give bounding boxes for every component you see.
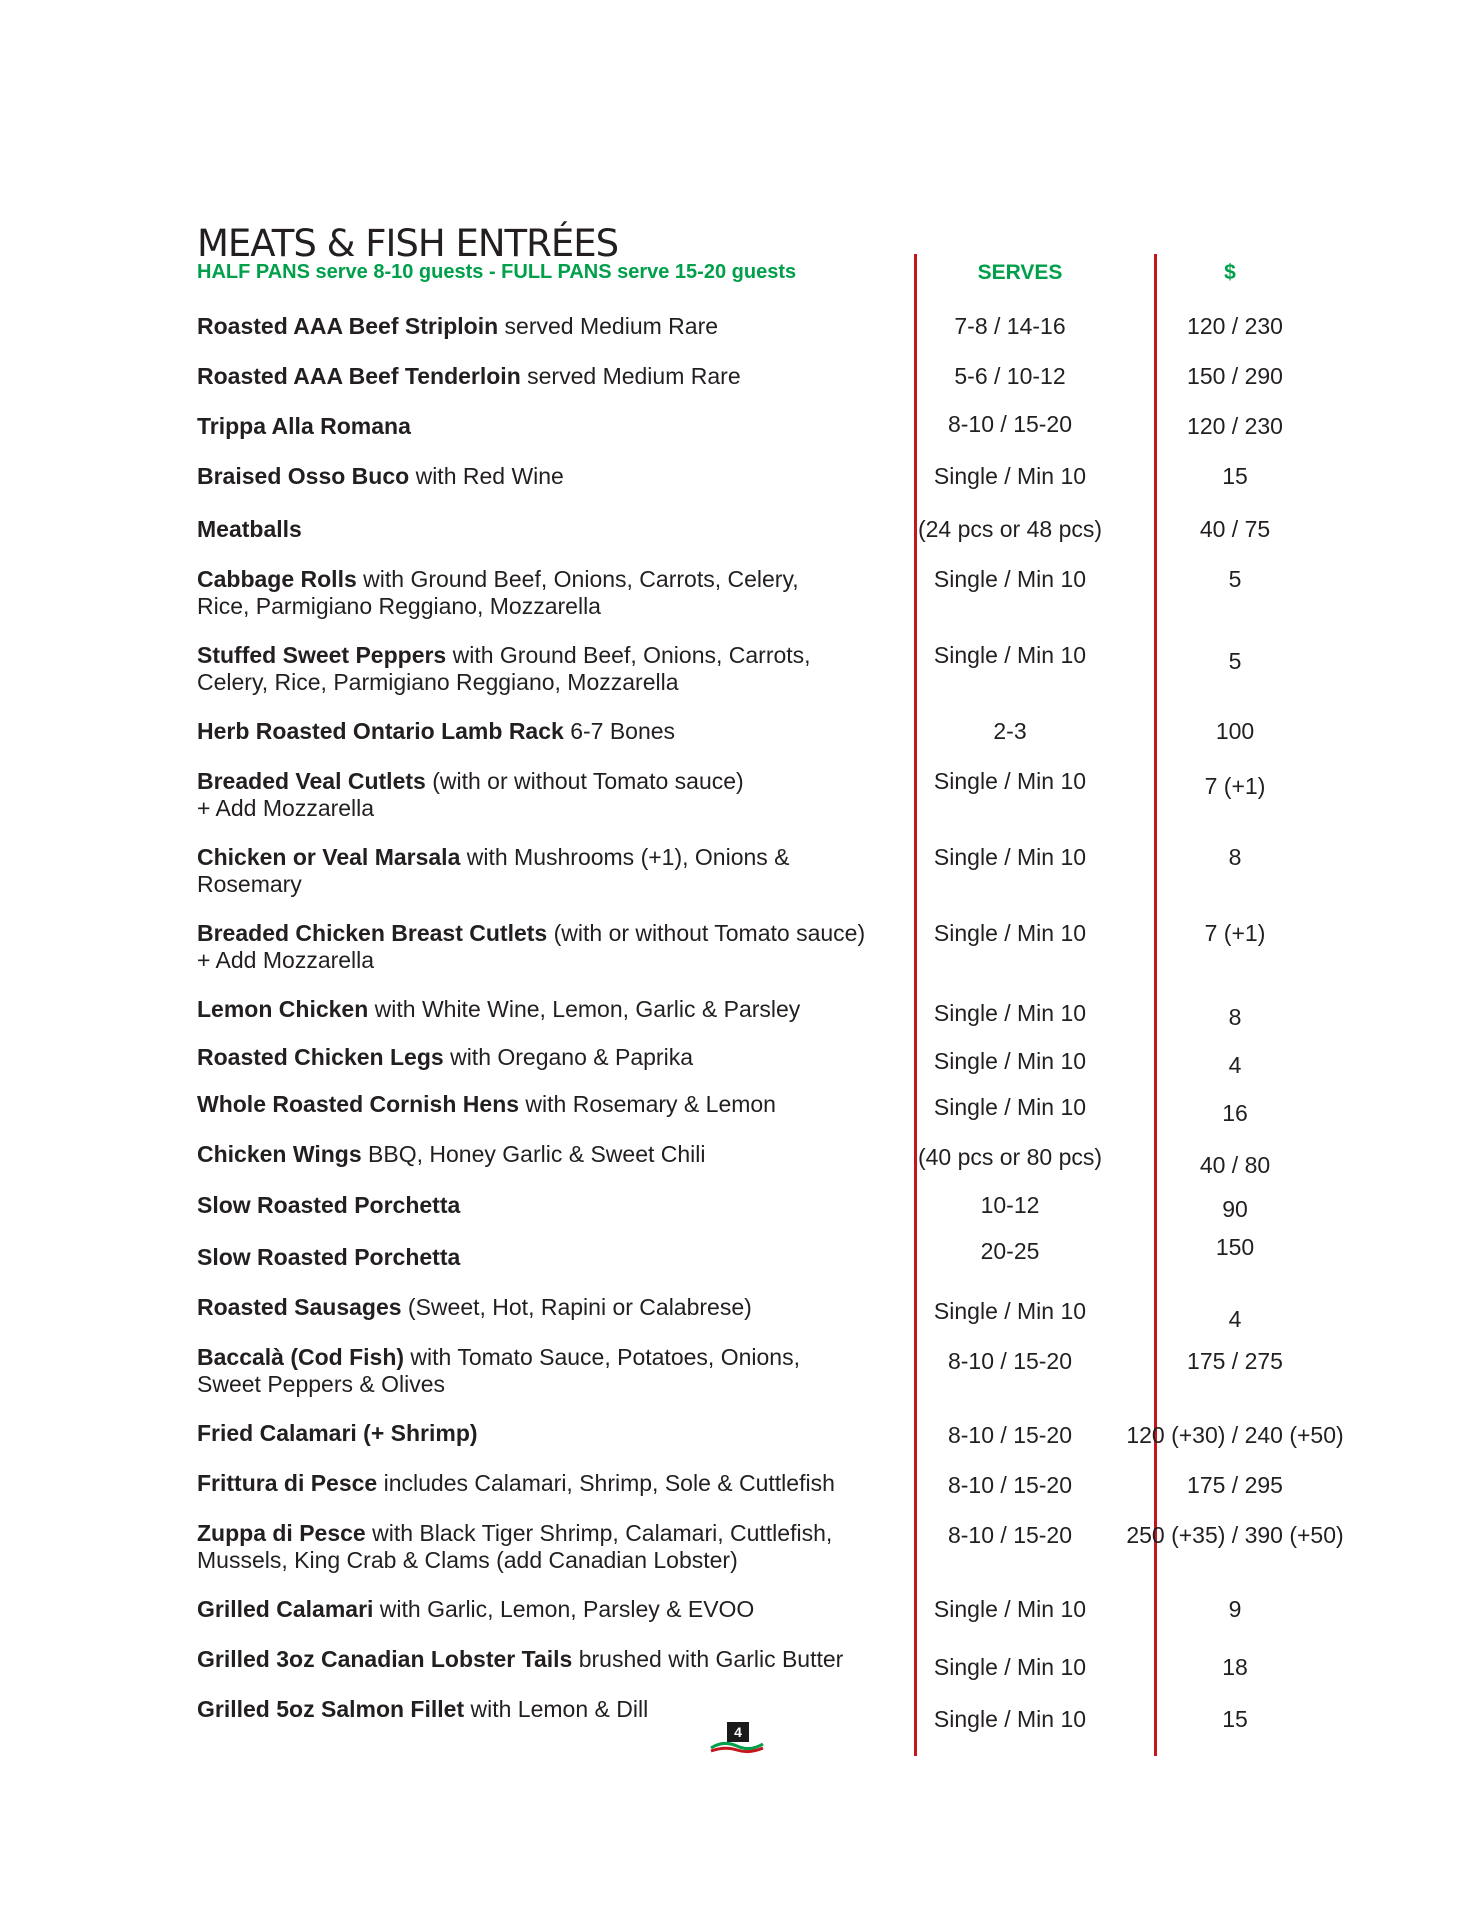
menu-item-price: 9 [1228, 1596, 1242, 1622]
menu-item-name: Baccalà (Cod Fish) [197, 1344, 405, 1370]
menu-item-serves: 10-12 [980, 1192, 1040, 1218]
menu-item-detail: BBQ, Honey Garlic & Sweet Chili [361, 1141, 706, 1167]
menu-item-description [197, 844, 887, 898]
menu-item-name: Grilled Calamari [197, 1596, 374, 1622]
menu-item-name: Breaded Veal Cutlets [197, 768, 426, 794]
menu-item-description [197, 516, 887, 543]
menu-item-price: 7 (+1) [1204, 773, 1266, 799]
menu-item-description [197, 1294, 887, 1321]
menu-item-name: Slow Roasted Porchetta [197, 1244, 461, 1270]
menu-item-serves: Single / Min 10 [933, 1048, 1087, 1074]
menu-item-serves: 7-8 / 14-16 [954, 313, 1066, 339]
menu-item-serves: Single / Min 10 [933, 1706, 1087, 1732]
menu-item-detail-line2: Sweet Peppers & Olives [197, 1371, 446, 1397]
menu-item-detail: with Red Wine [409, 463, 564, 489]
menu-item-serves: Single / Min 10 [933, 1596, 1087, 1622]
menu-item-detail-line2: Mussels, King Crab & Clams (add Canadian Lobster) [197, 1547, 738, 1573]
menu-item-detail: (with or without Tomato sauce) [425, 768, 744, 794]
menu-item-description [197, 1420, 887, 1447]
menu-item-name: Whole Roasted Cornish Hens [197, 1091, 520, 1117]
menu-item-price: 18 [1222, 1654, 1248, 1680]
menu-item-description [197, 1044, 887, 1071]
menu-item-detail: 6-7 Bones [563, 718, 676, 744]
menu-item-name: Trippa Alla Romana [197, 413, 411, 439]
page-badge [709, 1722, 765, 1756]
menu-item-price: 120 / 230 [1187, 313, 1283, 339]
menu-item-detail: includes Calamari, Shrimp, Sole & Cuttlefish [377, 1470, 835, 1496]
menu-item-detail: with White Wine, Lemon, Garlic & Parsley [368, 996, 801, 1022]
menu-item-description [197, 1091, 887, 1118]
menu-item-description [197, 642, 887, 696]
menu-item-detail: with Oregano & Paprika [443, 1044, 693, 1070]
menu-item-description [197, 1141, 887, 1168]
menu-item-name: Grilled 3oz Canadian Lobster Tails [197, 1646, 573, 1672]
menu-item-description [197, 768, 887, 822]
page-title: MEATS & FISH ENTRÉES [197, 222, 619, 265]
menu-item-price: 120 / 230 [1187, 413, 1283, 439]
menu-item-detail: with Ground Beef, Onions, Carrots, [446, 642, 811, 668]
menu-item-price: 100 [1215, 718, 1255, 744]
menu-item-serves: Single / Min 10 [933, 920, 1087, 946]
menu-item-detail-line2: Rosemary [197, 871, 302, 897]
menu-item-price: 150 [1215, 1234, 1255, 1260]
menu-item-name: Frittura di Pesce [197, 1470, 378, 1496]
menu-item-price: 5 [1228, 566, 1242, 592]
menu-item-name: Roasted AAA Beef Striploin [197, 313, 499, 339]
menu-item-price: 4 [1228, 1052, 1242, 1078]
menu-item-detail-line2: Celery, Rice, Parmigiano Reggiano, Mozzarella [197, 669, 679, 695]
menu-item-serves: 8-10 / 15-20 [947, 1422, 1073, 1448]
menu-item-price: 16 [1222, 1100, 1248, 1126]
menu-item-serves: Single / Min 10 [933, 642, 1087, 668]
menu-item-description [197, 718, 887, 745]
menu-item-detail: with Ground Beef, Onions, Carrots, Celery, [356, 566, 799, 592]
menu-item-serves: 5-6 / 10-12 [954, 363, 1066, 389]
menu-item-serves: Single / Min 10 [933, 1000, 1087, 1026]
menu-item-price: 90 [1222, 1196, 1248, 1222]
menu-item-name: Fried Calamari (+ Shrimp) [197, 1420, 478, 1446]
menu-item-serves: 8-10 / 15-20 [947, 1522, 1073, 1548]
menu-item-serves: (40 pcs or 80 pcs) [917, 1144, 1103, 1170]
menu-item-detail: served Medium Rare [520, 363, 741, 389]
pan-serving-note: HALF PANS serve 8-10 guests - FULL PANS serve 15-20 guests [197, 261, 797, 283]
menu-item-price: 175 / 275 [1187, 1348, 1283, 1374]
menu-item-description [197, 1244, 887, 1271]
menu-item-serves: 8-10 / 15-20 [947, 1348, 1073, 1374]
menu-item-price: 7 (+1) [1204, 920, 1266, 946]
menu-item-detail-line2: Rice, Parmigiano Reggiano, Mozzarella [197, 593, 601, 619]
menu-item-detail: (with or without Tomato sauce) [547, 920, 866, 946]
menu-item-detail: with Black Tiger Shrimp, Calamari, Cuttlefish, [365, 1520, 833, 1546]
menu-item-price: 120 (+30) / 240 (+50) [1126, 1422, 1344, 1448]
menu-item-description [197, 996, 887, 1023]
menu-item-serves: (24 pcs or 48 pcs) [917, 516, 1103, 542]
menu-item-name: Braised Osso Buco [197, 463, 410, 489]
menu-item-detail-line2: + Add Mozzarella [197, 947, 375, 973]
menu-item-name: Stuffed Sweet Peppers [197, 642, 447, 668]
menu-item-detail: brushed with Garlic Butter [572, 1646, 844, 1672]
menu-item-serves: Single / Min 10 [933, 566, 1087, 592]
menu-item-serves: 2-3 [993, 718, 1027, 744]
menu-item-detail: with Lemon & Dill [464, 1696, 649, 1722]
menu-item-name: Herb Roasted Ontario Lamb Rack [197, 718, 564, 744]
menu-item-price: 15 [1222, 1706, 1248, 1732]
menu-item-serves: Single / Min 10 [933, 1094, 1087, 1120]
menu-item-description [197, 566, 887, 620]
menu-item-serves: Single / Min 10 [933, 1298, 1087, 1324]
menu-item-description [197, 363, 887, 390]
menu-item-name: Meatballs [197, 516, 302, 542]
menu-item-description [197, 1192, 887, 1219]
menu-item-name: Roasted Chicken Legs [197, 1044, 444, 1070]
menu-item-name: Chicken Wings [197, 1141, 362, 1167]
menu-item-price: 250 (+35) / 390 (+50) [1126, 1522, 1344, 1548]
menu-item-name: Roasted AAA Beef Tenderloin [197, 363, 521, 389]
menu-item-price: 5 [1228, 648, 1242, 674]
menu-item-price: 40 / 75 [1199, 516, 1271, 542]
menu-item-detail: (Sweet, Hot, Rapini or Calabrese) [401, 1294, 752, 1320]
menu-item-detail: with Mushrooms (+1), Onions & [460, 844, 790, 870]
menu-item-name: Roasted Sausages [197, 1294, 402, 1320]
menu-item-name: Chicken or Veal Marsala [197, 844, 461, 870]
menu-item-serves: Single / Min 10 [933, 1654, 1087, 1680]
menu-item-description [197, 1344, 887, 1398]
menu-item-detail: with Rosemary & Lemon [519, 1091, 776, 1117]
menu-item-description [197, 1596, 887, 1623]
menu-item-price: 175 / 295 [1187, 1472, 1283, 1498]
menu-item-name: Zuppa di Pesce [197, 1520, 366, 1546]
menu-item-name: Slow Roasted Porchetta [197, 1192, 461, 1218]
menu-item-name: Breaded Chicken Breast Cutlets [197, 920, 548, 946]
menu-item-detail: with Tomato Sauce, Potatoes, Onions, [404, 1344, 800, 1370]
menu-item-serves: 8-10 / 15-20 [947, 1472, 1073, 1498]
menu-item-price: 4 [1228, 1306, 1242, 1332]
menu-item-description [197, 1696, 887, 1723]
price-column-header: $ [1224, 261, 1236, 284]
page-number: 4 [727, 1722, 749, 1742]
menu-item-detail: served Medium Rare [498, 313, 719, 339]
menu-item-description [197, 1646, 887, 1673]
menu-item-price: 40 / 80 [1199, 1152, 1271, 1178]
menu-item-description [197, 313, 887, 340]
menu-item-serves: Single / Min 10 [933, 844, 1087, 870]
menu-item-serves: Single / Min 10 [933, 768, 1087, 794]
menu-item-detail: with Garlic, Lemon, Parsley & EVOO [373, 1596, 755, 1622]
serves-column-header: SERVES [977, 261, 1063, 284]
menu-item-price: 8 [1228, 1004, 1242, 1030]
menu-item-name: Lemon Chicken [197, 996, 369, 1022]
menu-item-description [197, 1520, 887, 1574]
menu-item-name: Grilled 5oz Salmon Fillet [197, 1696, 465, 1722]
menu-item-price: 150 / 290 [1187, 363, 1283, 389]
menu-item-price: 8 [1228, 844, 1242, 870]
menu-item-serves: 20-25 [980, 1238, 1040, 1264]
menu-item-description [197, 920, 887, 974]
menu-item-name: Cabbage Rolls [197, 566, 357, 592]
menu-item-serves: Single / Min 10 [933, 463, 1087, 489]
menu-item-description [197, 1470, 887, 1497]
menu-item-price: 15 [1222, 463, 1248, 489]
menu-item-detail-line2: + Add Mozzarella [197, 795, 375, 821]
menu-item-description [197, 463, 887, 490]
menu-item-serves: 8-10 / 15-20 [947, 411, 1073, 437]
menu-item-description [197, 413, 887, 440]
